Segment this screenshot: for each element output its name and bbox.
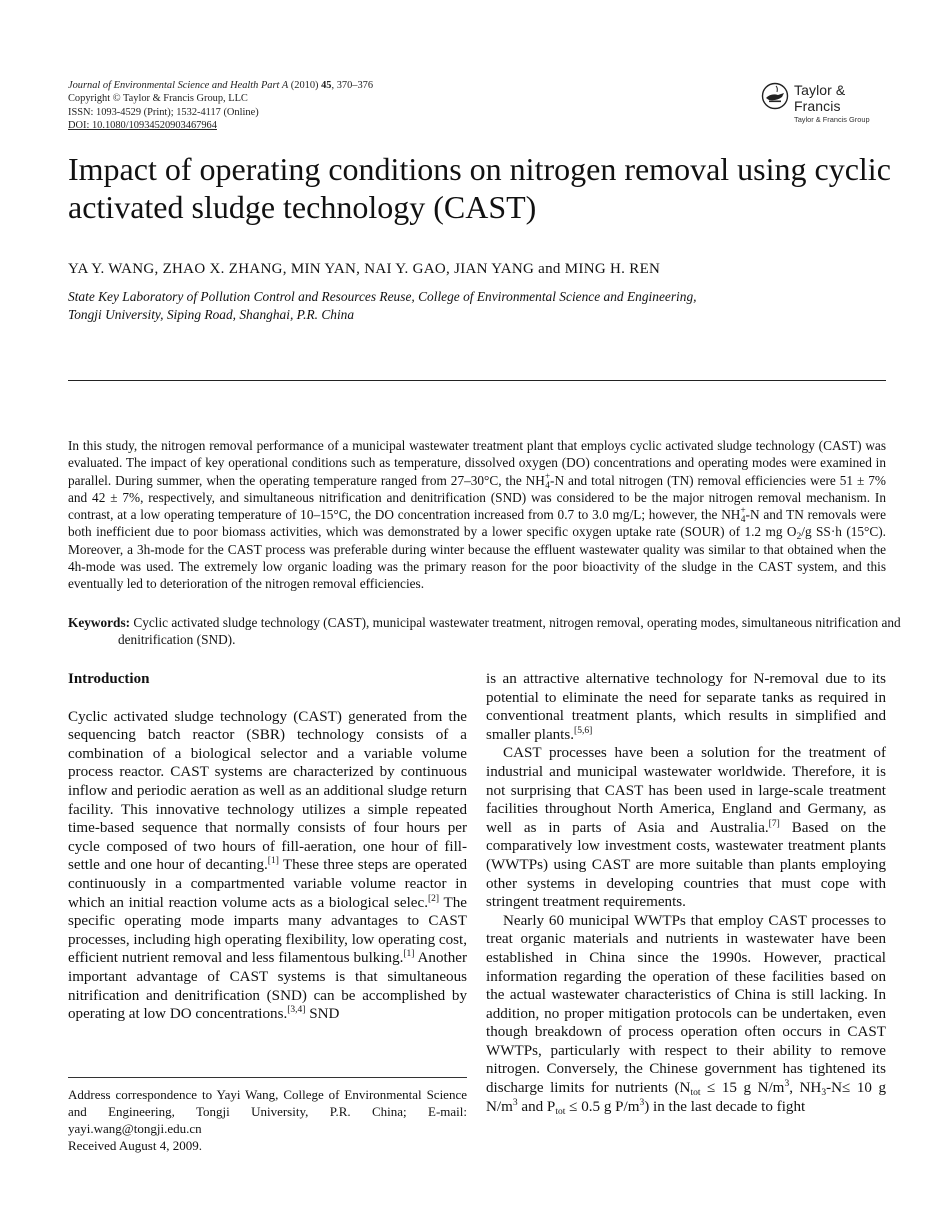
citation[interactable]: [2] xyxy=(427,893,440,904)
intro-paragraph-1: Cyclic activated sludge technology (CAST) generated from the sequencing batch reactor (SBR) technology consists of a combination of a biological selector and a variable volume process reactor. CAST systems are characterized by continuous inflow and periodic aeration as well as an additional sludge return facility. This innovative technology utilizes a simple repeated time-based sequence that normally consists of four hours per cycle composed of two hours of fill-aeration, one hour of fill-settle and one hour of decanting.[1] These three steps are operated continuously in a compartmented variable volume reactor in which an initial reaction volume acts as a biological selec.[2] The specific operating mode imparts many advantages to CAST processes, including high operating flexibility, low operating cost, efficient nutrient removal and less filamentous bulking.[1] Another important advantage of CAST systems is that simultaneous nitrification and denitrification (SND) can be accomplished by operating at low DO concentrations.[3,4] SND xyxy=(68,708,468,1023)
citation[interactable]: [1] xyxy=(267,856,279,867)
publisher-lamp-icon xyxy=(760,82,790,110)
publisher-name: Taylor & Francis xyxy=(794,82,846,114)
author-list: YA Y. WANG, ZHAO X. ZHANG, MIN YAN, NAI Y. GAO, JIAN YANG and MING H. REN xyxy=(68,261,661,277)
affiliation: State Key Laboratory of Pollution Control and Resources Reuse, College of Environmental Science and Engineering, Tongji University, Siping Road, Shanghai, P.R. China xyxy=(68,289,697,322)
keywords-text: Cyclic activated sludge technology (CAST), municipal wastewater treatment, nitrogen removal, operating modes, simultaneous nitrification and denitrification (SND). xyxy=(118,615,901,648)
publisher-subname: Taylor & Francis Group xyxy=(794,115,870,124)
issn-line: ISSN: 1093-4529 (Print); 1532-4117 (Online) xyxy=(68,106,259,118)
publisher-logo xyxy=(760,82,890,124)
abstract: In this study, the nitrogen removal performance of a municipal wastewater treatment plant that employs cyclic activated sludge technology (CAST) was evaluated. The impact of key operational conditions such as temperature, dissolved oxygen (DO) concentrations and operating modes were examined in parallel. During summer, when the operating temperature ranged from 27–30°C, the $NH^+_4-N$ and total nitrogen (TN) removal efficiencies were 51 ± 7% and 42 ± 7%, respectively, and simultaneous nitrification and denitrification (SND) was considered to be the major nitrogen removal mechanism. In contrast, at a low operating temperature of 10–15°C, the DO concentration increased from 0.7 to 3.0 mg/L; however, the $NH^+_4-N$ and TN removals were both inefficient due to poor biomass activities, which was demonstrated by a lower specific oxygen uptake rate (SOUR) of 1.2 mg $O_2/g$ SS·h (15°C). Moreover, a 3h-mode for the CAST process was preferable during winter because the effluent wastewater quality was similar to that obtained when the 4h-mode was used. The extremely low organic loading was the primary reason for the poor bioactivity of the sludge in the CAST system, and this eventually led to deterioration of the nitrogen removal efficiencies. xyxy=(68,438,886,592)
correspondence-footnote: Address correspondence to Yayi Wang, College of Environmental Science and Engineering, Tongji University, P.R. China; E-mail: yayi.wang@tongji.edu.cn Received August 4, 2009. xyxy=(68,1087,467,1153)
intro-paragraph-3: Nearly 60 municipal WWTPs that employ CAST processes to treat organic materials and nutrients in wastewater have been established in China since the 1990s. However, practical information regarding the operation of these facilities based on the actual wastewater characteristics of China is still lacking. In addition, no proper mitigation protocols can be undertaken, even though breakdown of process operation often occurs in CAST WWTPs, particularly with respect to their ability to remove nitrogen. Conversely, the Chinese government has tightened its discharge limits for nutrients ($N_{tot} \le 15$ g $N/m^3$, $NH_3-N\le 10$ g $N/m^3$ and $P_{tot} \le 0.5$ g $P/m^3$) in the last decade to fight xyxy=(486,912,886,1117)
citation[interactable]: [5,6] xyxy=(574,725,593,736)
body-left-column xyxy=(68,670,467,1024)
citation[interactable]: [7] xyxy=(768,818,780,829)
citation[interactable]: [1] xyxy=(403,949,415,960)
divider xyxy=(68,380,886,381)
section-heading-introduction: Introduction xyxy=(68,671,150,687)
copyright-line: Copyright © Taylor & Francis Group, LLC xyxy=(68,93,248,105)
journal-header xyxy=(68,79,373,133)
doi-link[interactable]: DOI: 10.1080/10934520903467964 xyxy=(68,120,217,132)
intro-paragraph-2: CAST processes have been a solution for the treatment of industrial and municipal wastewater worldwide. Therefore, it is not surprising that CAST has been used in large-scale treatment facilities throughout North America, England and Germany, as well as in parts of Asia and Australia.[7] Based on the comparatively low investment costs, wastewater treatment plants (WWTPs) using CAST are more suitable than plants employing other systems in developing countries that must cope with stringent treatment requirements. xyxy=(486,745,886,911)
keywords-label: Keywords: xyxy=(68,615,131,630)
citation[interactable]: [3,4] xyxy=(287,1005,306,1016)
journal-citation: Journal of Environmental Science and Health Part A (2010) 45, 370–376 xyxy=(68,80,374,91)
paper-title: Impact of operating conditions on nitrogen removal using cyclic activated sludge technology (CAST) xyxy=(68,151,891,225)
intro-paragraph-1-cont: is an attractive alternative technology for N-removal due to its potential to eliminate the need for separate tanks as required in conventional treatment plants, which results in simplified and smaller plants.[5,6] xyxy=(486,671,886,743)
footnote-divider xyxy=(68,1077,467,1078)
body-right-column xyxy=(486,670,886,1116)
keywords xyxy=(68,614,936,649)
